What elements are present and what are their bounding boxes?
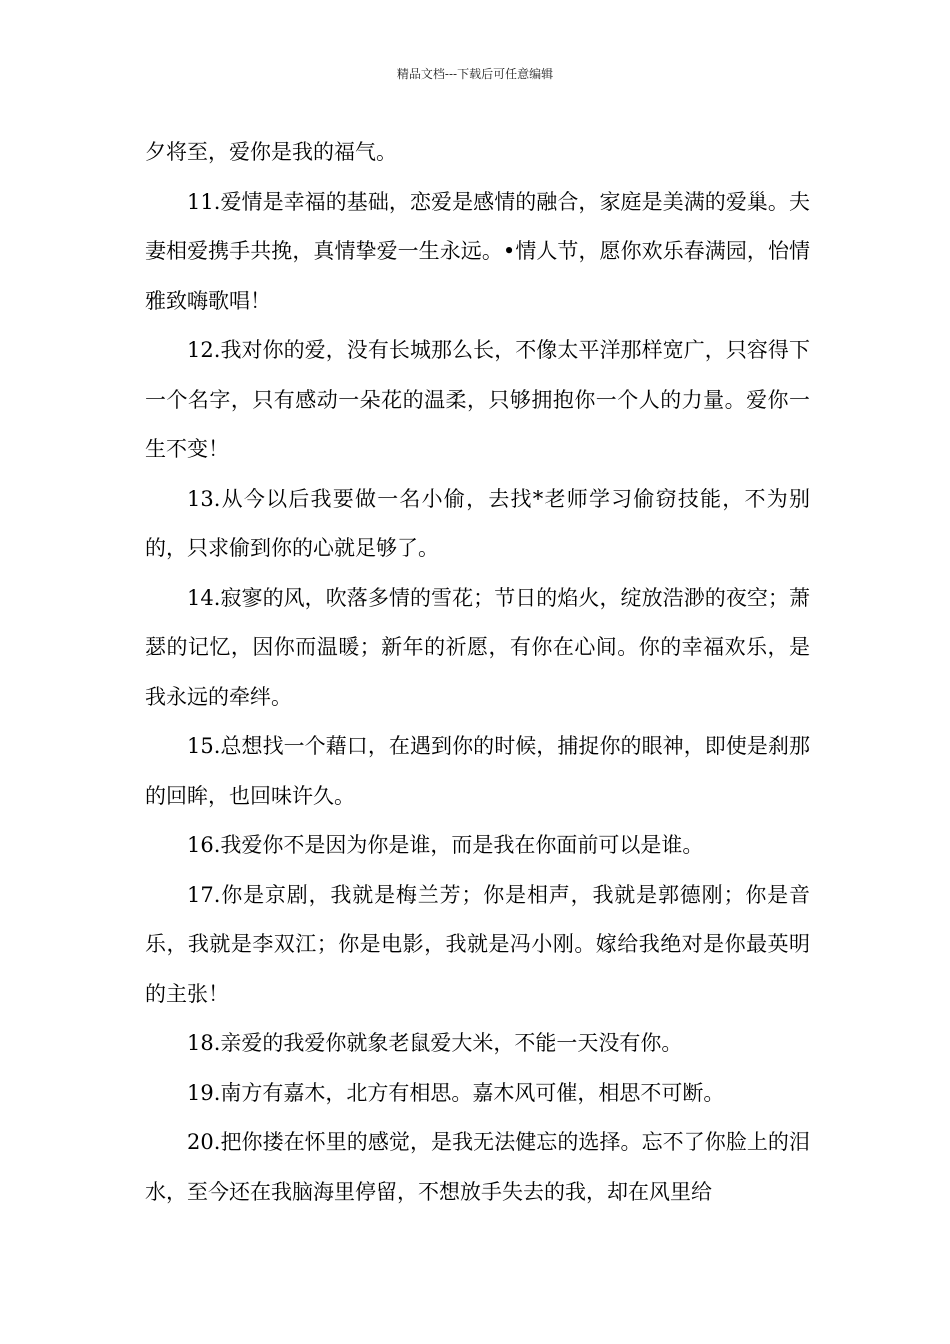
paragraph-item-17: 17.你是京剧，我就是梅兰芳；你是相声，我就是郭德刚；你是音乐，我就是李双江；你是电影，我就是冯小刚。嫁给我绝对是你最英明的主张！	[145, 882, 810, 1006]
paragraph-item-12: 12.我对你的爱，没有长城那么长，不像太平洋那样宽广，只容得下一个名字，只有感动一朵花的温柔，只够拥抱你一个人的力量。爱你一生不变！	[145, 338, 810, 461]
paragraph-item-13: 13.从今以后我要做一名小偷，去找*老师学习偷窃技能，不为别的，只求偷到你的心就足够了。	[145, 486, 810, 560]
document-body	[145, 128, 810, 1217]
paragraph-continuation: 夕将至，爱你是我的福气。	[145, 140, 397, 164]
paragraph-item-14: 14.寂寥的风，吹落多情的雪花；节日的焰火，绽放浩渺的夜空；萧瑟的记忆，因你而温暖；新年的祈愿，有你在心间。你的幸福欢乐，是我永远的牵绊。	[145, 585, 810, 709]
paragraph-item-20: 20.把你搂在怀里的感觉，是我无法健忘的选择。忘不了你脸上的泪水，至今还在我脑海里停留，不想放手失去的我，却在风里给	[145, 1130, 810, 1204]
paragraph-item-15: 15.总想找一个藉口，在遇到你的时候，捕捉你的眼神，即使是刹那的回眸，也回味许久。	[145, 734, 810, 808]
paragraph-item-11: 11.爱情是幸福的基础，恋爱是感情的融合，家庭是美满的爱巢。夫妻相爱携手共挽，真情挚爱一生永远。•情人节，愿你欢乐春满园，怡情雅致嗨歌唱！	[145, 189, 810, 313]
page-header: 精品文档---下载后可任意编辑	[396, 67, 554, 81]
paragraph-item-16: 16.我爱你不是因为你是谁，而是我在你面前可以是谁。	[187, 833, 704, 857]
paragraph-item-18: 18.亲爱的我爱你就象老鼠爱大米，不能一天没有你。	[187, 1031, 683, 1055]
paragraph-item-19: 19.南方有嘉木，北方有相思。嘉木风可催，相思不可断。	[187, 1080, 725, 1105]
